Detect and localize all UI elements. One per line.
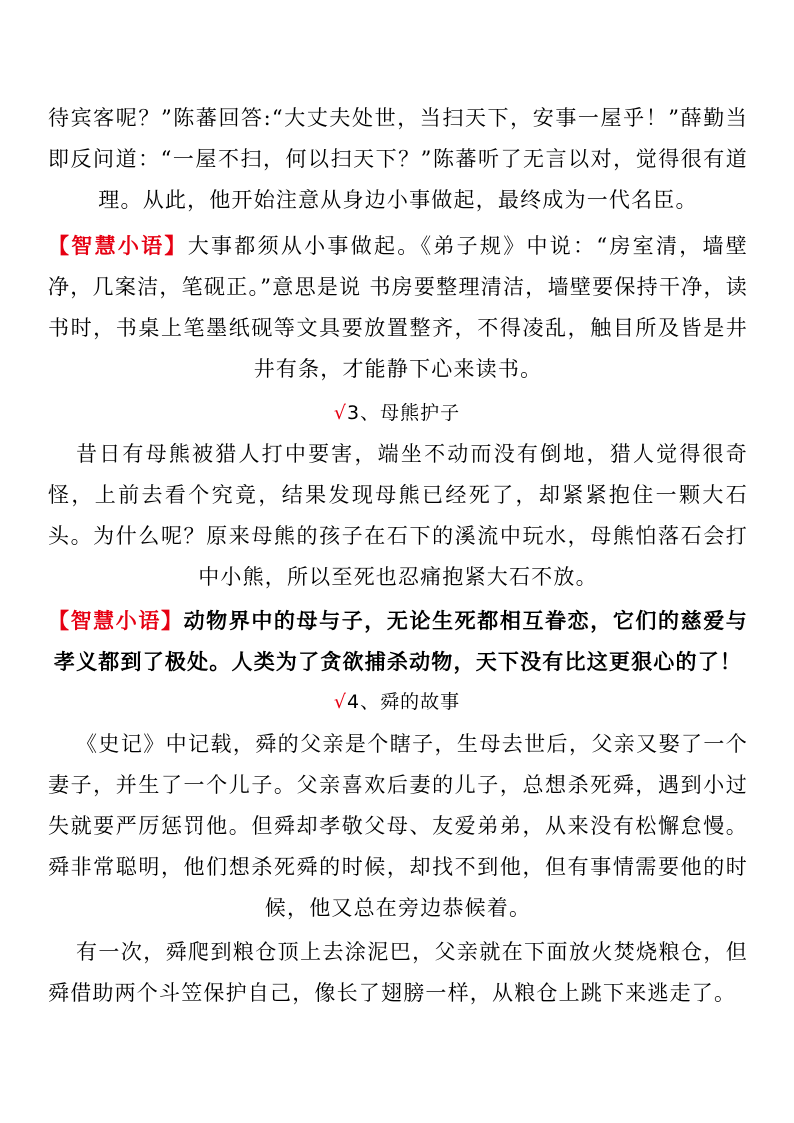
wisdom-tag: 【智慧小语】 (48, 608, 184, 633)
story4-paragraph-1 (48, 724, 748, 929)
checkmark-icon: √ (333, 402, 347, 424)
wisdom-note-2 (48, 600, 748, 682)
story2-continuation-paragraph (48, 98, 748, 221)
story3-paragraph (48, 434, 748, 598)
story4-text-1: 《史记》中记载，舜的父亲是个瞎子，生母去世后，父亲又娶了一个妻子，并生了一个儿子。父亲喜欢后妻的儿子，总想杀死舜，遇到小过失就要严厉惩罚他。但舜却孝敬父母、友爱弟弟，从来没有松懈怠慢。舜非常聪明，他们想杀死舜的时候，却找不到他，但有事情需要他的时候，他又总在旁边恭候着。 (48, 732, 748, 920)
story4-title: 4、舜的故事 (347, 691, 461, 713)
story4-paragraph-2 (48, 932, 748, 1014)
wisdom-note-1 (48, 225, 748, 390)
story3-heading (0, 398, 794, 428)
story3-text: 昔日有母熊被猎人打中要害，端坐不动而没有倒地，猎人觉得很奇怪，上前去看个究竟，结果发现母熊已经死了，却紧紧抱住一颗大石头。为什么呢？原来母熊的孩子在石下的溪流中玩水，母熊怕落石会打中小熊，所以至死也忍痛抱紧大石不放。 (48, 442, 748, 589)
story3-title: 3、母熊护子 (347, 402, 461, 424)
checkmark-icon: √ (333, 691, 347, 713)
wisdom-text: 大事都须从小事做起。《弟子规》中说：“房室清，墙壁净，几案洁，笔砚正。”意思是说 书房要整理清洁，墙壁要保持干净，读书时，书桌上笔墨纸砚等文具要放置整齐，不得凌乱，触目所及皆是井井有条，才能静下心来读书。 (48, 234, 749, 381)
story4-text-2: 有一次，舜爬到粮仓顶上去涂泥巴，父亲就在下面放火焚烧粮仓，但舜借助两个斗笠保护自己，像长了翅膀一样，从粮仓上跳下来逃走了。 (48, 940, 748, 1005)
wisdom-tag: 【智慧小语】 (48, 233, 188, 258)
story2-text: 待宾客呢？”陈蕃回答:“大丈夫处世，当扫天下，安事一屋乎！”薛勤当即反问道：“一屋不扫，何以扫天下？”陈蕃听了无言以对，觉得很有道理。从此，他开始注意从身边小事做起，最终成为一代名臣。 (48, 106, 748, 212)
story4-heading (0, 687, 794, 717)
wisdom-text: 动物界中的母与子，无论生死都相互眷恋，它们的慈爱与孝义都到了极处。人类为了贪欲捕杀动物，天下没有比这更狠心的了！ (53, 608, 748, 674)
